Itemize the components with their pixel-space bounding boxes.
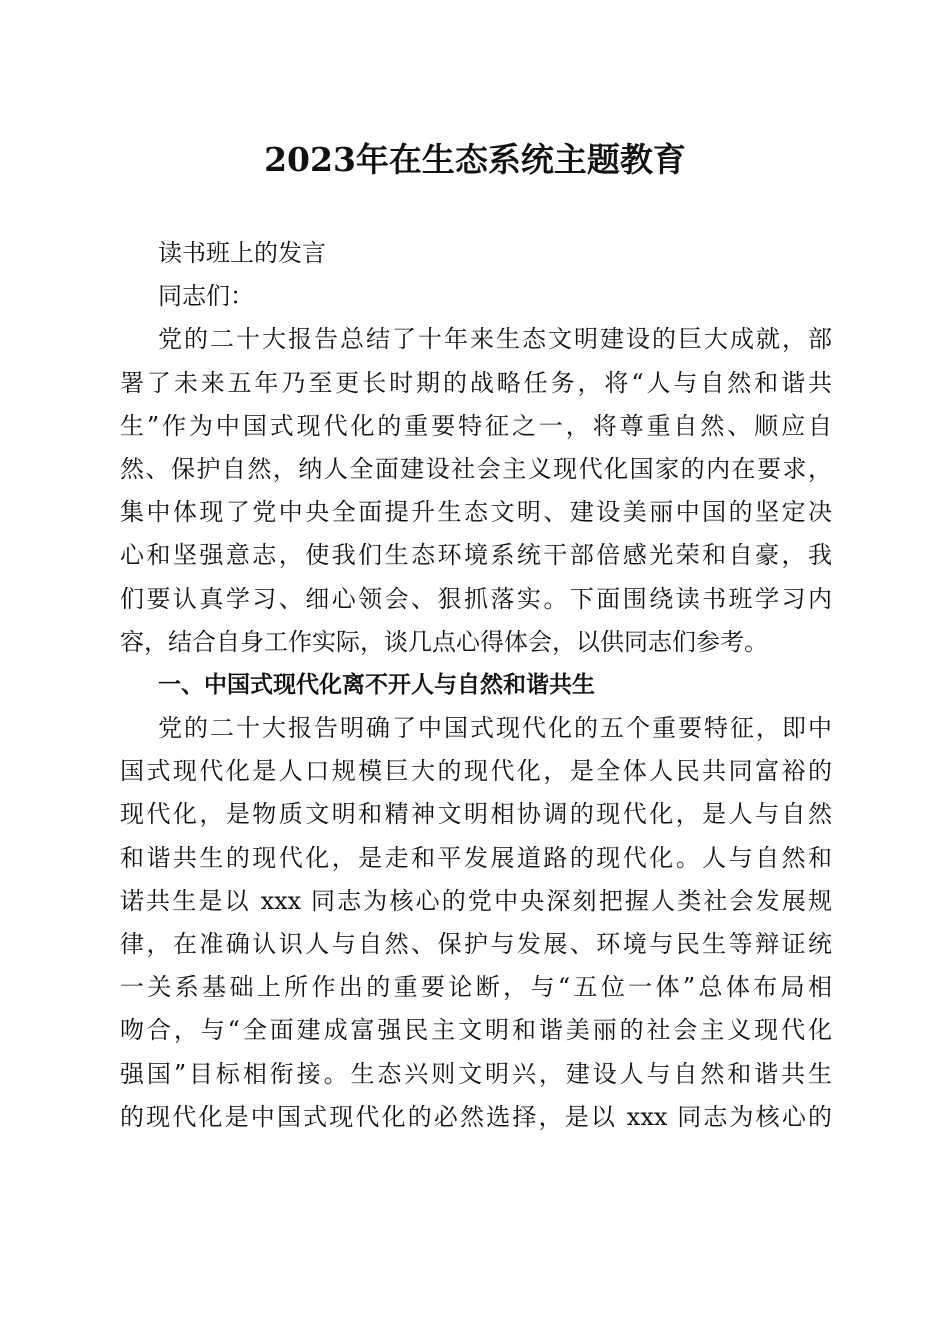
document-body bbox=[120, 232, 832, 1139]
paragraph-line: 律，在准确认识人与自然、保护与发展、环境与民生等辩证统 bbox=[120, 930, 832, 958]
paragraph-line: 署了未来五年乃至更长时期的战略任务，将“人与自然和谐共 bbox=[120, 368, 832, 397]
paragraph-line: 的现代化是中国式现代化的必然选择，是以 xxx 同志为核心的 bbox=[120, 1102, 832, 1131]
paragraph-line: 心和坚强意志，使我们生态环境系统干部倍感光荣和自豪，我 bbox=[120, 541, 832, 570]
paragraph-line: 现代化，是物质文明和精神文明相协调的现代化，是人与自然 bbox=[120, 800, 832, 829]
paragraph-line: 诺共生是以 xxx 同志为核心的党中央深刻把握人类社会发展规 bbox=[120, 886, 832, 915]
paragraph-line: 一关系基础上所作出的重要论断，与“五位一体”总体布局相 bbox=[120, 973, 832, 1002]
paragraph-line: 生”作为中国式现代化的重要特征之一，将尊重自然、顺应自 bbox=[120, 411, 832, 440]
subtitle-line: 读书班上的发言 bbox=[158, 239, 326, 267]
paragraph-line: 国式现代化是人口规模巨大的现代化，是全体人民共同富裕的 bbox=[120, 757, 832, 786]
paragraph-line: 们要认真学习、细心领会、狠抓落实。下面围绕读书班学习内 bbox=[120, 584, 832, 613]
paragraph-line: 党的二十大报告明确了中国式现代化的五个重要特征，即中 bbox=[158, 714, 832, 743]
salutation-line: 同志们： bbox=[158, 282, 254, 311]
paragraph-line: 吻合，与“全面建成富强民主文明和谐美丽的社会主义现代化 bbox=[120, 1016, 832, 1045]
paragraph-line: 党的二十大报告总结了十年来生态文明建设的巨大成就，部 bbox=[158, 325, 832, 354]
document-title: 2023年在生态系统主题教育 bbox=[264, 140, 686, 179]
paragraph-line: 容，结合自身工作实际，谈几点心得体会，以供同志们参考。 bbox=[120, 627, 768, 656]
paragraph-2 bbox=[120, 707, 832, 1139]
paragraph-line: 然、保护自然，纳人全面建设社会主义现代化国家的内在要求， bbox=[120, 454, 832, 483]
paragraph-1 bbox=[120, 318, 832, 664]
section-heading: 一、中国式现代化离不开人与自然和谐共生 bbox=[158, 671, 595, 698]
paragraph-line: 集中体现了党中央全面提升生态文明、建设美丽中国的坚定决 bbox=[120, 498, 832, 527]
paragraph-line: 强国”目标相衔接。生态兴则文明兴，建设人与自然和谐共生 bbox=[120, 1059, 832, 1088]
paragraph-line: 和谐共生的现代化，是走和平发展道路的现代化。人与自然和 bbox=[120, 843, 832, 872]
